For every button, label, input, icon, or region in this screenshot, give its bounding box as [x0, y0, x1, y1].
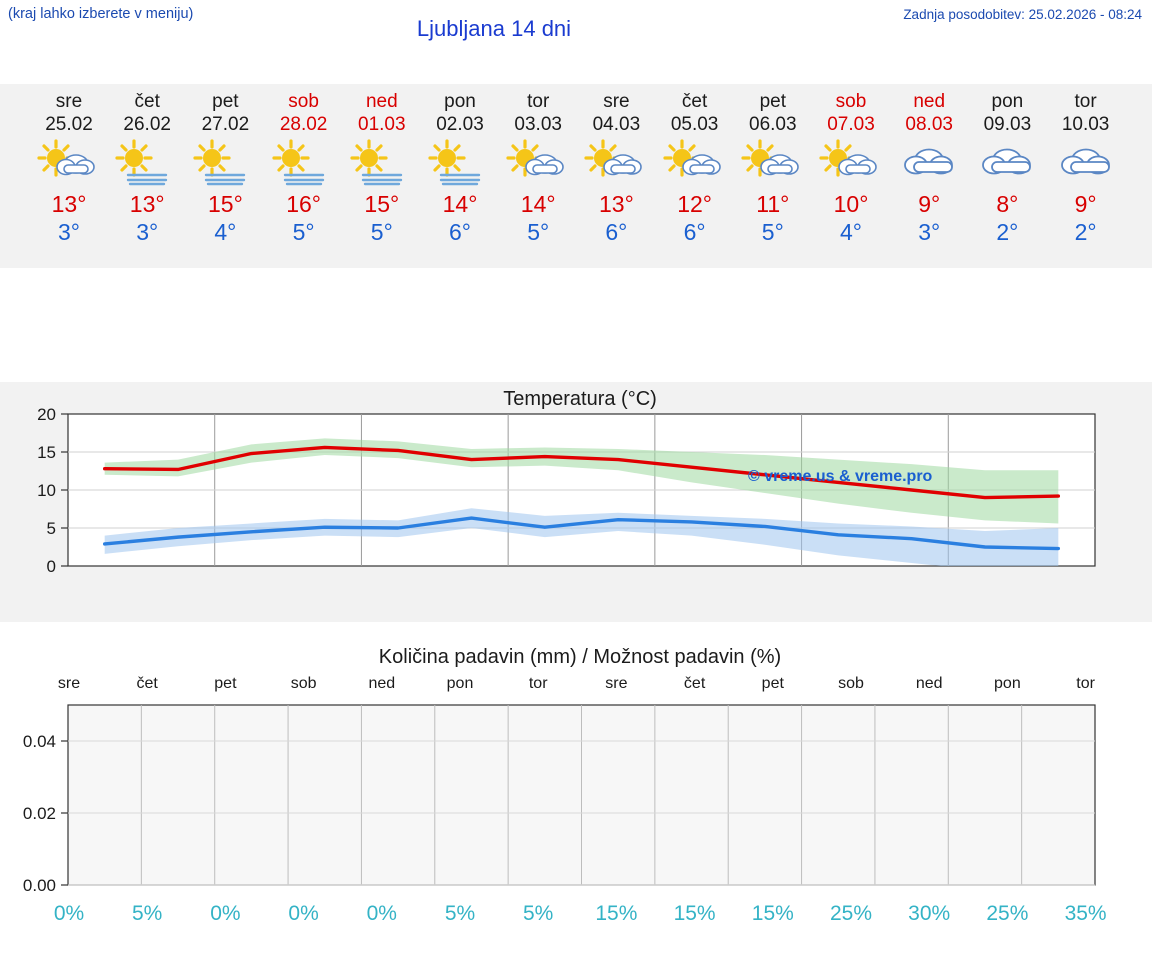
- precip-probability-label: 0%: [366, 902, 397, 925]
- precip-probability-label: 5%: [444, 902, 476, 925]
- day-of-week-label: sob: [835, 91, 867, 112]
- sun-rain-icon: [186, 138, 264, 186]
- cloud-icon: [968, 138, 1046, 186]
- precip-day-label: pon: [994, 675, 1021, 692]
- precip-probability-label: 5%: [132, 902, 163, 925]
- forecast-day-03.03[interactable]: [499, 84, 577, 246]
- svg-text:0.02: 0.02: [22, 804, 56, 823]
- precip-day-label: sre: [57, 675, 81, 692]
- precipitation-chart-svg: [0, 695, 1152, 925]
- day-max-temp: 13°: [599, 191, 634, 217]
- forecast-day-06.03[interactable]: [734, 84, 812, 246]
- svg-text:0.04: 0.04: [22, 732, 56, 751]
- precip-probability-label: 25%: [829, 902, 873, 925]
- page-title: Ljubljana 14 dni: [416, 16, 572, 41]
- forecast-day-01.03[interactable]: [343, 84, 421, 246]
- day-date-label: 04.03: [592, 114, 641, 135]
- svg-text:5: 5: [46, 519, 56, 538]
- day-max-temp: 15°: [364, 191, 400, 217]
- precip-day-label: čet: [136, 675, 158, 692]
- temperature-chart-title: Temperatura (°C): [503, 388, 657, 410]
- day-min-temp: 4°: [840, 219, 862, 245]
- svg-text:0: 0: [46, 557, 56, 576]
- day-date-label: 02.03: [436, 114, 484, 135]
- forecast-day-05.03[interactable]: [656, 84, 734, 246]
- day-max-temp: 12°: [677, 191, 712, 217]
- precip-probability-label: 0%: [288, 902, 319, 925]
- day-of-week-label: pet: [212, 91, 239, 112]
- precip-day-label: tor: [1076, 675, 1095, 692]
- day-date-label: 09.03: [983, 114, 1032, 135]
- precip-probability-label: 25%: [986, 902, 1029, 925]
- day-of-week-label: ned: [913, 91, 946, 112]
- precip-day-label: čet: [683, 675, 706, 692]
- sun-rain-icon: [343, 138, 421, 186]
- svg-text:15: 15: [37, 443, 56, 462]
- forecast-day-07.03[interactable]: [812, 84, 890, 246]
- forecast-day-28.02[interactable]: [265, 84, 343, 246]
- copyright-label: © vreme.us & vreme.pro: [748, 468, 933, 485]
- precip-day-label: pon: [446, 675, 474, 692]
- forecast-day-09.03[interactable]: [968, 84, 1046, 246]
- day-min-temp: 2°: [996, 219, 1019, 245]
- forecast-day-27.02[interactable]: [186, 84, 264, 246]
- svg-text:10: 10: [37, 481, 56, 500]
- day-date-label: 03.03: [514, 114, 562, 135]
- temperature-chart-svg: [0, 382, 1152, 582]
- day-min-temp: 5°: [292, 219, 315, 245]
- location-menu-note[interactable]: (kraj lahko izberete v meniju): [8, 6, 194, 22]
- day-of-week-label: sre: [55, 91, 83, 112]
- day-min-temp: 4°: [214, 219, 237, 245]
- day-max-temp: 15°: [208, 191, 243, 217]
- day-max-temp: 13°: [129, 191, 165, 217]
- day-of-week-label: sob: [288, 91, 319, 112]
- day-max-temp: 10°: [833, 191, 869, 217]
- day-of-week-label: tor: [1074, 91, 1097, 112]
- day-min-temp: 6°: [605, 219, 628, 245]
- day-of-week-label: pon: [444, 91, 476, 112]
- day-max-temp: 9°: [918, 191, 941, 217]
- precip-probability-label: 5%: [523, 902, 554, 925]
- precip-day-label: sre: [605, 675, 628, 692]
- day-of-week-label: pon: [991, 91, 1024, 112]
- day-of-week-label: čet: [681, 91, 708, 112]
- day-date-label: 07.03: [827, 114, 875, 135]
- day-of-week-label: sre: [603, 91, 630, 112]
- day-date-label: 05.03: [670, 114, 719, 135]
- sun-cloud-icon: [499, 138, 577, 186]
- precip-probability-label: 15%: [595, 902, 638, 925]
- day-date-label: 06.03: [749, 114, 797, 135]
- day-date-label: 25.02: [45, 114, 93, 135]
- last-updated-text: Zadnja posodobitev: 25.02.2026 - 08:24: [903, 7, 1142, 22]
- sun-rain-icon: [265, 138, 343, 186]
- day-min-temp: 5°: [527, 219, 550, 245]
- precip-day-label: tor: [528, 675, 548, 692]
- cloud-icon: [890, 138, 968, 186]
- day-max-temp: 16°: [286, 191, 321, 217]
- precip-probability-label: 15%: [673, 902, 716, 925]
- forecast-day-10.03[interactable]: [1047, 84, 1125, 246]
- day-of-week-label: tor: [527, 91, 550, 112]
- forecast-day-26.02[interactable]: [108, 84, 186, 246]
- precip-probability-label: 30%: [908, 902, 951, 925]
- sun-cloud-icon: [812, 138, 890, 186]
- day-max-temp: 9°: [1074, 191, 1097, 217]
- day-min-temp: 3°: [58, 219, 80, 245]
- precip-probability-label: 0%: [53, 902, 85, 925]
- svg-text:20: 20: [37, 405, 56, 424]
- precip-day-label: ned: [915, 675, 943, 692]
- sun-cloud-icon: [577, 138, 655, 186]
- forecast-day-08.03[interactable]: [890, 84, 968, 246]
- day-of-week-label: ned: [365, 91, 398, 112]
- precip-probability-label: 35%: [1064, 902, 1107, 925]
- forecast-day-strip: [0, 84, 1152, 268]
- day-max-temp: 11°: [756, 191, 790, 217]
- day-min-temp: 3°: [136, 219, 159, 245]
- day-max-temp: 14°: [442, 191, 478, 217]
- svg-text:0.00: 0.00: [22, 876, 56, 895]
- precip-day-label: pet: [761, 675, 784, 692]
- day-date-label: 27.02: [201, 114, 250, 135]
- forecast-day-02.03[interactable]: [421, 84, 499, 246]
- sun-rain-icon: [108, 138, 186, 186]
- day-min-temp: 6°: [449, 219, 471, 245]
- day-max-temp: 8°: [996, 191, 1019, 217]
- day-date-label: 01.03: [358, 114, 406, 135]
- day-date-label: 26.02: [123, 114, 171, 135]
- cloud-icon: [1047, 138, 1125, 186]
- day-min-temp: 5°: [370, 219, 393, 245]
- day-min-temp: 5°: [761, 219, 784, 245]
- precip-day-label: sob: [838, 675, 864, 692]
- day-min-temp: 3°: [918, 219, 941, 245]
- day-date-label: 28.02: [279, 114, 328, 135]
- sun-cloud-icon: [734, 138, 812, 186]
- precip-probability-label: 15%: [751, 902, 794, 925]
- sun-rain-icon: [421, 138, 499, 186]
- sun-cloud-icon: [656, 138, 734, 186]
- day-max-temp: 13°: [51, 191, 87, 217]
- day-date-label: 10.03: [1061, 114, 1110, 135]
- day-min-temp: 2°: [1074, 219, 1097, 245]
- day-of-week-label: pet: [759, 91, 786, 112]
- precipitation-chart-panel: [0, 640, 1152, 975]
- sun-cloud-icon: [30, 138, 108, 186]
- day-date-label: 08.03: [905, 114, 953, 135]
- day-min-temp: 6°: [683, 219, 706, 245]
- day-max-temp: 14°: [520, 191, 556, 217]
- precipitation-chart-title: Količina padavin (mm) / Možnost padavin (%): [378, 646, 782, 668]
- forecast-day-04.03[interactable]: [577, 84, 655, 246]
- precip-day-label: sob: [290, 675, 317, 692]
- precip-day-label: ned: [368, 675, 396, 692]
- forecast-day-25.02[interactable]: [30, 84, 108, 246]
- precip-probability-label: 0%: [210, 902, 241, 925]
- precip-day-label: pet: [214, 675, 237, 692]
- temperature-chart-panel: [0, 382, 1152, 622]
- day-of-week-label: čet: [134, 91, 160, 112]
